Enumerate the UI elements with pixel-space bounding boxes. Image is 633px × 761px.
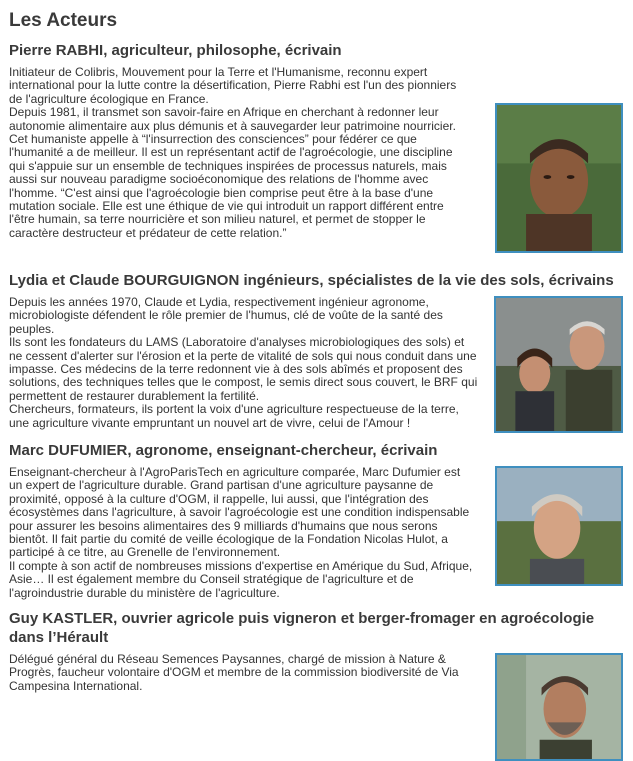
actor-bio-paragraph: Ils sont les fondateurs du LAMS (Laboratoire d'analyses microbiologiques des sols) et ne cessent d'alerter sur l'érosion et la perte de vitalité de sols qui nous conduit dans une impasse. Ces médecins de la terre redonnent vie à des sols abîmés et proposent des solutions, des techniques telles que le compost, le semis direct sous couvert, le BRF qui permettent de restaurer durablement la fertilité. bbox=[9, 335, 478, 403]
actor-bio-paragraph: Délégué général du Réseau Semences Paysannes, chargé de mission à Nature & Progrès, faucheur volontaire d'OGM et membre de la commission biodiversité de Via Campesina International. bbox=[9, 652, 459, 693]
actor-section-kastler bbox=[9, 609, 623, 759]
actor-bio-paragraph: Chercheurs, formateurs, ils portent la voix d'une agriculture respectueuse de la terre, une agriculture vivante empruntant un nouvel art de vivre, celui de l'Amour ! bbox=[9, 402, 459, 430]
actor-bio-paragraph: Cet humaniste appelle à “l'insurrection des consciences” pour fédérer ce que l'humanité a de meilleur. Il est un représentant actif de l'agroécologie, une discipline qui s'appuie sur un ensemble de techniques inspirées de processus naturels, mais aussi sur nouveau paradigme socioéconomique des relations de l'homme avec l'homme. “C'est ainsi que l'agroécologie bien comprise peut être à la base d'une mutation sociale. Elle est une éthique de vie qui introduit un rapport différent entre l'être humain, sa terre nourricière et son milieu naturel, et permet de stopper le caractère destructeur et prédateur de cette relation.” bbox=[9, 132, 453, 240]
actor-section-dufumier bbox=[9, 441, 623, 609]
actor-name: Pierre RABHI, agriculteur, philosophe, écrivain bbox=[9, 42, 342, 59]
actor-name: Lydia et Claude BOURGUIGNON ingénieurs, spécialistes de la vie des sols, écrivains bbox=[9, 272, 614, 289]
actor-bio-paragraph: Depuis les années 1970, Claude et Lydia, respectivement ingénieur agronome, microbiologiste défendent le rôle premier de l'humus, clé de voûte de la santé des peuples. bbox=[9, 295, 443, 336]
actors-page bbox=[9, 10, 623, 759]
actor-bio-paragraph: Depuis 1981, il transmet son savoir-faire en Afrique en cherchant à redonner leur autonomie alimentaire aux plus démunis et à sauvegarder leur patrimoine nourricier. bbox=[9, 105, 456, 133]
actor-bio-paragraph: Il compte à son actif de nombreuses missions d'expertise en Amérique du Sud, Afrique, Asie… Il est également membre du Conseil stratégique de l'agriculture et de l'agroindustrie durable du ministère de l'agriculture. bbox=[9, 558, 473, 600]
actor-photo bbox=[495, 653, 623, 761]
actor-name: Marc DUFUMIER, agronome, enseignant-chercheur, écrivain bbox=[9, 442, 438, 459]
actor-photo bbox=[495, 103, 623, 253]
page-title: Les Acteurs bbox=[9, 10, 118, 31]
actor-bio-paragraph: Enseignant-chercheur à l'AgroParisTech en agriculture comparée, Marc Dufumier est un expert de l'agriculture durable. Grand partisan d'une agriculture paysanne de proximité, opposé à la culture d'OGM, il rappelle, lui aussi, que l'intégration des écosystèmes dans l'agriculture, à savoir l'agroécologie est une condition indispensable pour assurer les besoins alimentaires des 9 milliards d'humains que nous serons bientôt. Il fait partie du comité de veille écologique de la Fondation Nicolas Hulot, a participé à ce titre, au Grenelle de l'environnement. bbox=[9, 465, 470, 560]
actor-section-bourguignon bbox=[9, 271, 623, 441]
actor-name: Guy KASTLER, ouvrier agricole puis vigneron et berger-fromager en agroécologie dans l’Hérault bbox=[9, 610, 595, 646]
actor-bio-paragraph: Initiateur de Colibris, Mouvement pour la Terre et l'Humanisme, reconnu expert international pour la lutte contre la désertification, Pierre Rabhi est l'un des pionniers de l'agriculture écologique en France. bbox=[9, 65, 457, 106]
actor-photo bbox=[495, 466, 623, 586]
actor-section-rabhi bbox=[9, 41, 623, 271]
actor-photo bbox=[494, 296, 623, 433]
